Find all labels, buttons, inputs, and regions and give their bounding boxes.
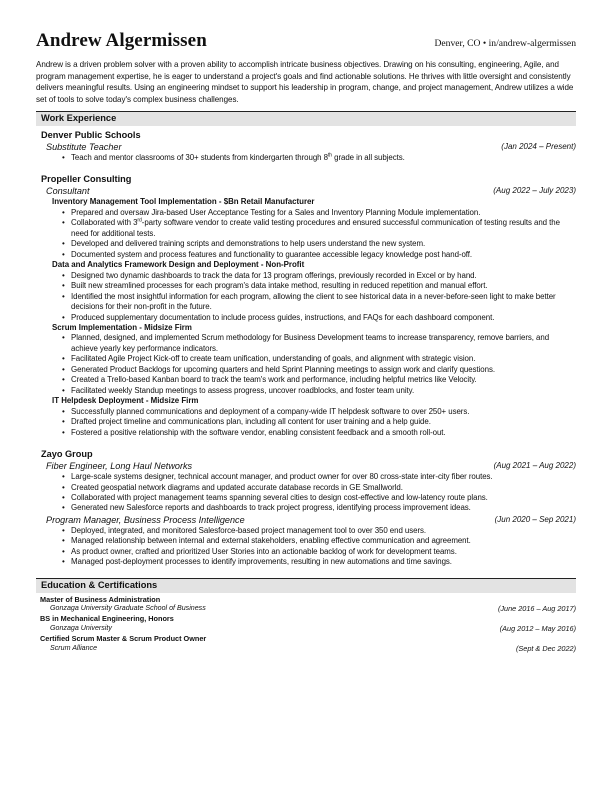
bullet-list (36, 472, 576, 514)
bullet-item: • Deployed, integrated, and monitored Salesforce-based project management tool to over 350 end users. (62, 525, 427, 535)
bullet-item: • As product owner, crafted and prioritized User Stories into an actionable backlog of work for development teams. (62, 546, 457, 556)
bullet-item: • Teach and mentor classrooms of 30+ students from kindergarten through 8th grade in all subjects. (62, 152, 405, 162)
bullet-item: • Generated Product Backlogs for upcoming quarters and held Sprint Planning meetings to assign work and clarify questions. (62, 364, 495, 374)
bullet-item: • Generated new Salesforce reports and dashboards to track project progress, identifying process improvement ideas. (62, 503, 471, 513)
education-item (40, 595, 576, 605)
education-item (40, 644, 576, 654)
role-row (46, 141, 576, 153)
role-dates: (Aug 2021 – Aug 2022) (493, 461, 576, 471)
bullet-item: • Planned, designed, and implemented Scrum methodology for Business Development teams to increase transparency, remove barriers, and achieve yearly key performance indicators. (62, 333, 550, 353)
bullet-item: • Created geospatial network diagrams and updated accurate database records in GE Smallworld. (62, 482, 403, 492)
bullet-item: • Created a Trello-based Kanban board to track the team's work and performance, including helpful metrics like Velocity. (62, 375, 477, 385)
education-dates: (June 2016 – Aug 2017) (497, 604, 576, 614)
bullet-list (36, 407, 576, 438)
project-title: IT Helpdesk Deployment - Midsize Firm (52, 396, 199, 406)
bullet-item: • Prepared and oversaw Jira-based User Acceptance Testing for a Sales and Inventory Planning Module implementation. (62, 207, 481, 217)
bullet-item: • Collaborated with 3rd-party software vendor to create valid testing procedures and ensured successful communication of testing results and the need for additional tests. (62, 217, 560, 238)
education-list (36, 595, 576, 654)
project-title: Scrum Implementation - Midsize Firm (52, 322, 192, 332)
bullet-item: • Documented system and process features and functionality to guarantee accessible legacy knowledge post hand-off. (62, 249, 473, 259)
company-name: Denver Public Schools (41, 130, 141, 140)
education-dates: (Aug 2012 – May 2016) (499, 624, 576, 634)
summary-paragraph: Andrew is a driven problem solver with a proven ability to accomplish intricate business objectives. Drawing on his consulting, engineering, Agile, and program management expertise, he is eager to understand a project's goals and find actionable solutions. He thrives with little oversight and consistently delivers meaningful results. Using an engineering mindset to support his leadership in program, change, and project management, Andrew utilizes a wide set of tools to solve today's complex business challenges. (36, 60, 574, 104)
bullet-item: • Large-scale systems designer, technical account manager, and product owner for over 80 cross-state inter-city fiber routes. (62, 472, 493, 482)
role-title: Program Manager, Business Process Intelligence (46, 514, 245, 525)
institution-name: Scrum Alliance (50, 643, 98, 652)
institution-name: Gonzaga University (50, 624, 112, 633)
bullet-item: • Produced supplementary documentation to include process guides, instructions, and FAQs for each dashboard component. (62, 312, 495, 322)
role-title: Substitute Teacher (46, 142, 122, 152)
resume-page (36, 30, 576, 653)
project-title: Data and Analytics Framework Design and Deployment - Non-Profit (52, 260, 305, 270)
role-dates: (Jan 2024 – Present) (501, 142, 576, 151)
education-item (40, 614, 576, 624)
bullet-item: • Identified the most insightful information for each program, allowing the client to see historical data in a never-before-seen light to make better decisions for their non-profit in the future. (62, 291, 556, 312)
role-row (46, 460, 576, 472)
resume-header (36, 30, 576, 52)
bullet-list (36, 271, 576, 323)
bullet-item: • Collaborated with project management teams spanning several cities to design cost-effective and low-latency route plans. (62, 492, 488, 502)
company-name: Propeller Consulting (41, 174, 132, 185)
bullet-item: • Managed relationship between internal and external stakeholders, enabling effective communication and agreement. (62, 536, 471, 546)
bullet-item: • Built new streamlined processes for each program's data intake method, resulting in reduced repetition and manual effort. (62, 281, 488, 291)
degree-name: Master of Business Administration (40, 594, 161, 604)
role-dates: (Aug 2022 – July 2023) (493, 186, 576, 196)
role-dates: (Jun 2020 – Sep 2021) (494, 514, 576, 524)
section-title: Education & Certifications (36, 578, 576, 593)
bullet-item: • Facilitated Agile Project Kick-off to create team unification, understanding of goals, and alignment with strategic vision. (62, 354, 476, 364)
bullet-list (36, 333, 576, 396)
education-item (40, 604, 576, 614)
education-section (36, 578, 576, 654)
bullet-item: • Designed two dynamic dashboards to track the data for 13 program offerings, previously recorded in Excel or by hand. (62, 270, 477, 280)
bullet-list (36, 153, 576, 163)
company-name: Zayo Group (41, 449, 93, 460)
bullet-item: • Developed and delivered training scripts and demonstrations to help users understand the new system. (62, 239, 426, 249)
degree-name: BS in Mechanical Engineering, Honors (40, 614, 174, 624)
education-item (40, 634, 576, 644)
education-dates: (Sept & Dec 2022) (515, 643, 576, 653)
work-experience-section (36, 111, 576, 568)
education-item (40, 624, 576, 634)
institution-name: Gonzaga University Graduate School of Business (50, 604, 206, 613)
bullet-item: • Facilitated weekly Standup meetings to assess progress, uncover roadblocks, and foster team unity. (62, 385, 415, 395)
section-title: Work Experience (36, 111, 576, 126)
bullet-item: • Successfully planned communications and deployment of a company-wide IT helpdesk software to over 250+ users. (62, 406, 470, 416)
role-row (46, 185, 576, 197)
degree-name: Certified Scrum Master & Scrum Product Owner (40, 633, 207, 643)
bullet-list (36, 208, 576, 260)
candidate-name: Andrew Algermissen (36, 30, 207, 51)
contact-info: Denver, CO • in/andrew-algermissen (434, 38, 576, 49)
bullet-item: • Fostered a positive relationship with the software vendor, enabling consistent feedback and a smooth roll-out. (62, 427, 446, 437)
bullet-item: • Managed post-deployment processes to identify improvements, resulting in new automations and time savings. (62, 557, 452, 567)
role-row (46, 514, 576, 526)
role-title: Consultant (46, 186, 90, 197)
role-title: Fiber Engineer, Long Haul Networks (46, 461, 193, 472)
project-title: Inventory Management Tool Implementation - $Bn Retail Manufacturer (52, 197, 315, 207)
bullet-item: • Drafted project timeline and communications plan, including all content for user training and a help guide. (62, 417, 431, 427)
bullet-list (36, 526, 576, 568)
